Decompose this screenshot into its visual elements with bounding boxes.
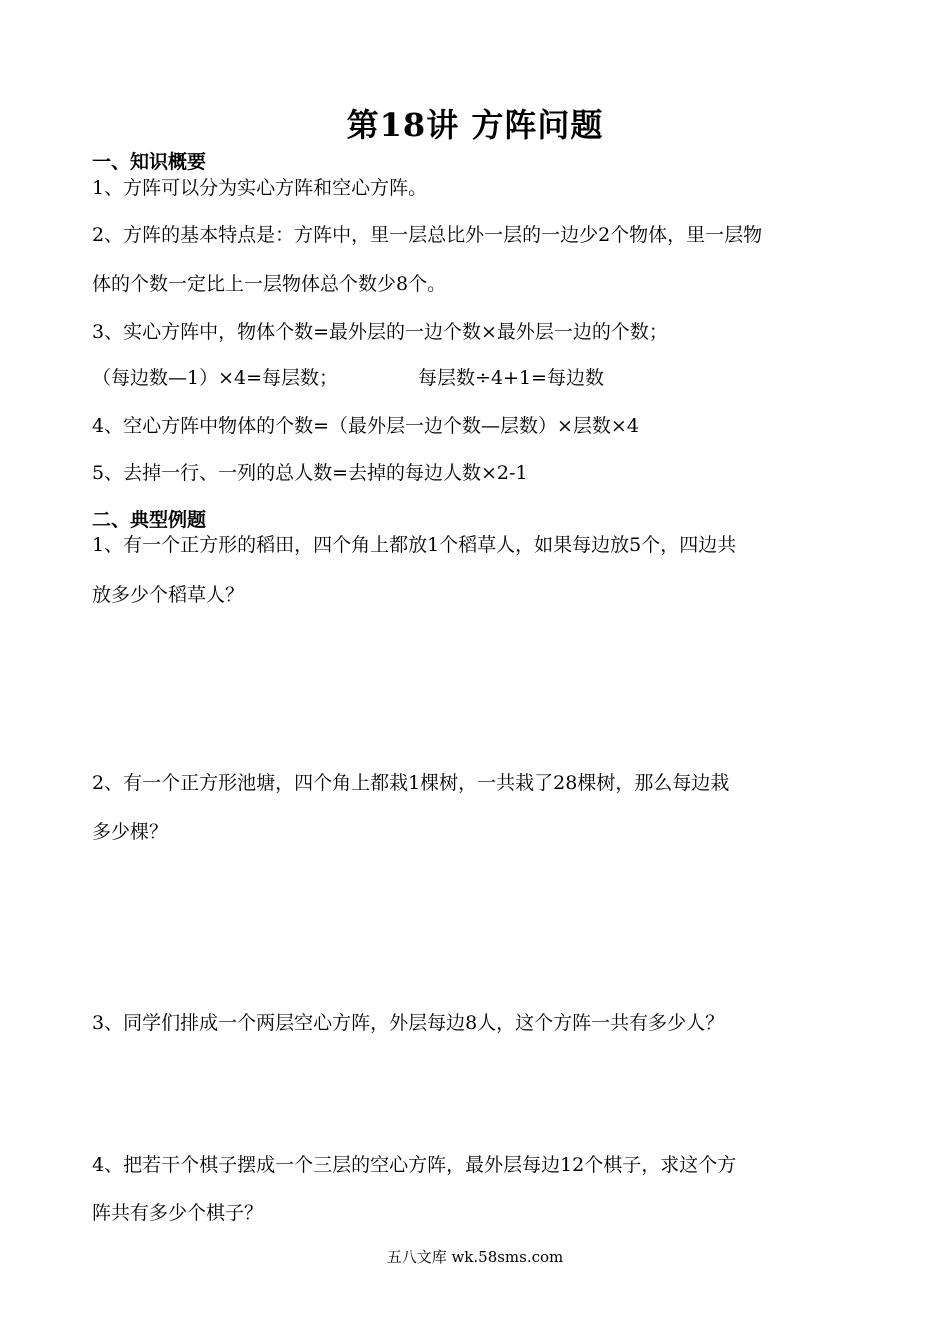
footer-source: 五八文库 wk.58sms.com — [386, 1248, 564, 1266]
knowledge-line-1: 1、方阵可以分为实心方阵和空心方阵。 — [92, 177, 428, 199]
knowledge-line-6: 5、去掉一行、一列的总人数=去掉的每边人数×2-1 — [92, 462, 528, 484]
knowledge-line-3: 3、实心方阵中，物体个数=最外层的一边个数×最外层一边的个数； — [92, 321, 668, 343]
formula-side-count: 每层数÷4+1=每边数 — [418, 367, 604, 389]
knowledge-line-2a: 2、方阵的基本特点是：方阵中，里一层总比外一层的一边少2个物体，里一层物 — [92, 224, 763, 246]
page-title: 第18讲 方阵问题 — [346, 106, 604, 144]
knowledge-line-5: 4、空心方阵中物体的个数=（最外层一边个数—层数）×层数×4 — [92, 415, 639, 437]
example-4-line-a: 4、把若干个棋子摆成一个三层的空心方阵，最外层每边12个棋子，求这个方 — [92, 1154, 737, 1176]
knowledge-line-4 — [92, 363, 604, 390]
example-1-line-b: 放多少个稻草人？ — [92, 584, 245, 606]
example-2-line-a: 2、有一个正方形池塘，四个角上都栽1棵树，一共栽了28棵树，那么每边栽 — [92, 772, 730, 794]
formula-layer-count: （每边数—1）×4=每层数； — [92, 367, 339, 389]
example-1-line-a: 1、有一个正方形的稻田，四个角上都放1个稻草人，如果每边放5个，四边共 — [92, 534, 737, 556]
section-heading-knowledge: 一、知识概要 — [92, 151, 207, 173]
example-4-line-b: 阵共有多少个棋子？ — [92, 1202, 264, 1224]
example-3: 3、同学们排成一个两层空心方阵，外层每边8人，这个方阵一共有多少人？ — [92, 1012, 725, 1034]
example-2-line-b: 多少棵？ — [92, 821, 169, 843]
section-heading-examples: 二、典型例题 — [92, 509, 207, 531]
knowledge-line-2b: 体的个数一定比上一层物体总个数少8个。 — [92, 273, 447, 295]
